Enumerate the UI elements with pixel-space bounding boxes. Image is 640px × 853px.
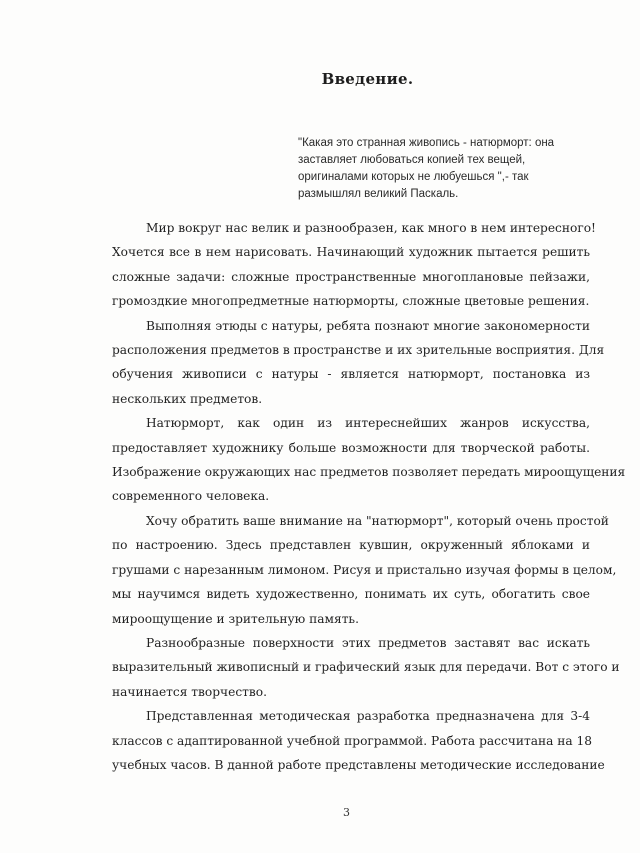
paragraph	[112, 704, 605, 777]
text-line: классов с адаптированной учебной программой. Работа рассчитана на 18	[112, 733, 593, 748]
text-line: современного человека.	[112, 489, 270, 504]
text-line: мироощущение и зрительную память.	[112, 611, 359, 626]
text-line: Разнообразные поверхности этих предметов заставят вас искать	[146, 635, 590, 650]
text-line: начинается творчество.	[112, 684, 267, 699]
epigraph-line: размышлял великий Паскаль.	[298, 188, 459, 200]
text-line: Хочу обратить ваше внимание на "натюрморт", который очень простой	[146, 513, 609, 528]
text-line: нескольких предметов.	[112, 391, 263, 406]
text-line: Хочется все в нем нарисовать. Начинающий художник пытается решить	[112, 245, 590, 260]
text-line: мы научимся видеть художественно, понимать их суть, обогатить свое	[112, 587, 590, 602]
epigraph-line: оригиналами которых не любуешься ",- так	[298, 171, 529, 183]
text-line: Изображение окружающих нас предметов позволяет передать мироощущения	[112, 465, 626, 480]
epigraph	[298, 135, 598, 203]
paragraph	[112, 216, 596, 314]
page-title: Введение.	[321, 70, 414, 88]
text-line: грушами с нарезанным лимоном. Рисуя и пристально изучая формы в целом,	[112, 562, 617, 577]
paragraph	[112, 411, 626, 509]
page-number: 3	[343, 806, 350, 819]
text-line: Натюрморт, как один из интереснейших жанров искусства,	[146, 416, 590, 431]
text-line: обучения живописи с натуры - является натюрморт, постановка из	[112, 367, 590, 382]
text-line: выразительный живописный и графический язык для передачи. Вот с этого и	[112, 660, 620, 675]
text-line: Мир вокруг нас велик и разнообразен, как много в нем интересного!	[146, 221, 596, 235]
epigraph-line: "Какая это странная живопись - натюрморт: она	[298, 137, 555, 149]
paragraph	[112, 509, 617, 631]
text-line: Выполняя этюды с натуры, ребята познают многие закономерности	[146, 318, 590, 333]
body-text	[112, 216, 626, 777]
text-line: Представленная методическая разработка предназначена для 3-4	[146, 709, 590, 724]
paragraph	[112, 314, 605, 412]
text-line: предоставляет художнику больше возможности для творческой работы.	[112, 440, 590, 455]
text-line: расположения предметов в пространстве и их зрительные восприятия. Для	[112, 343, 605, 358]
text-line: сложные задачи: сложные пространственные многоплановые пейзажи,	[112, 269, 590, 284]
paragraph	[112, 631, 620, 704]
epigraph-line: заставляет любоваться копией тех вещей,	[298, 154, 526, 166]
text-line: по настроению. Здесь представлен кувшин, окруженный яблоками и	[112, 538, 590, 553]
text-line: громоздкие многопредметные натюрморты, сложные цветовые решения.	[112, 294, 590, 309]
text-line: учебных часов. В данной работе представлены методические исследование	[112, 757, 605, 772]
